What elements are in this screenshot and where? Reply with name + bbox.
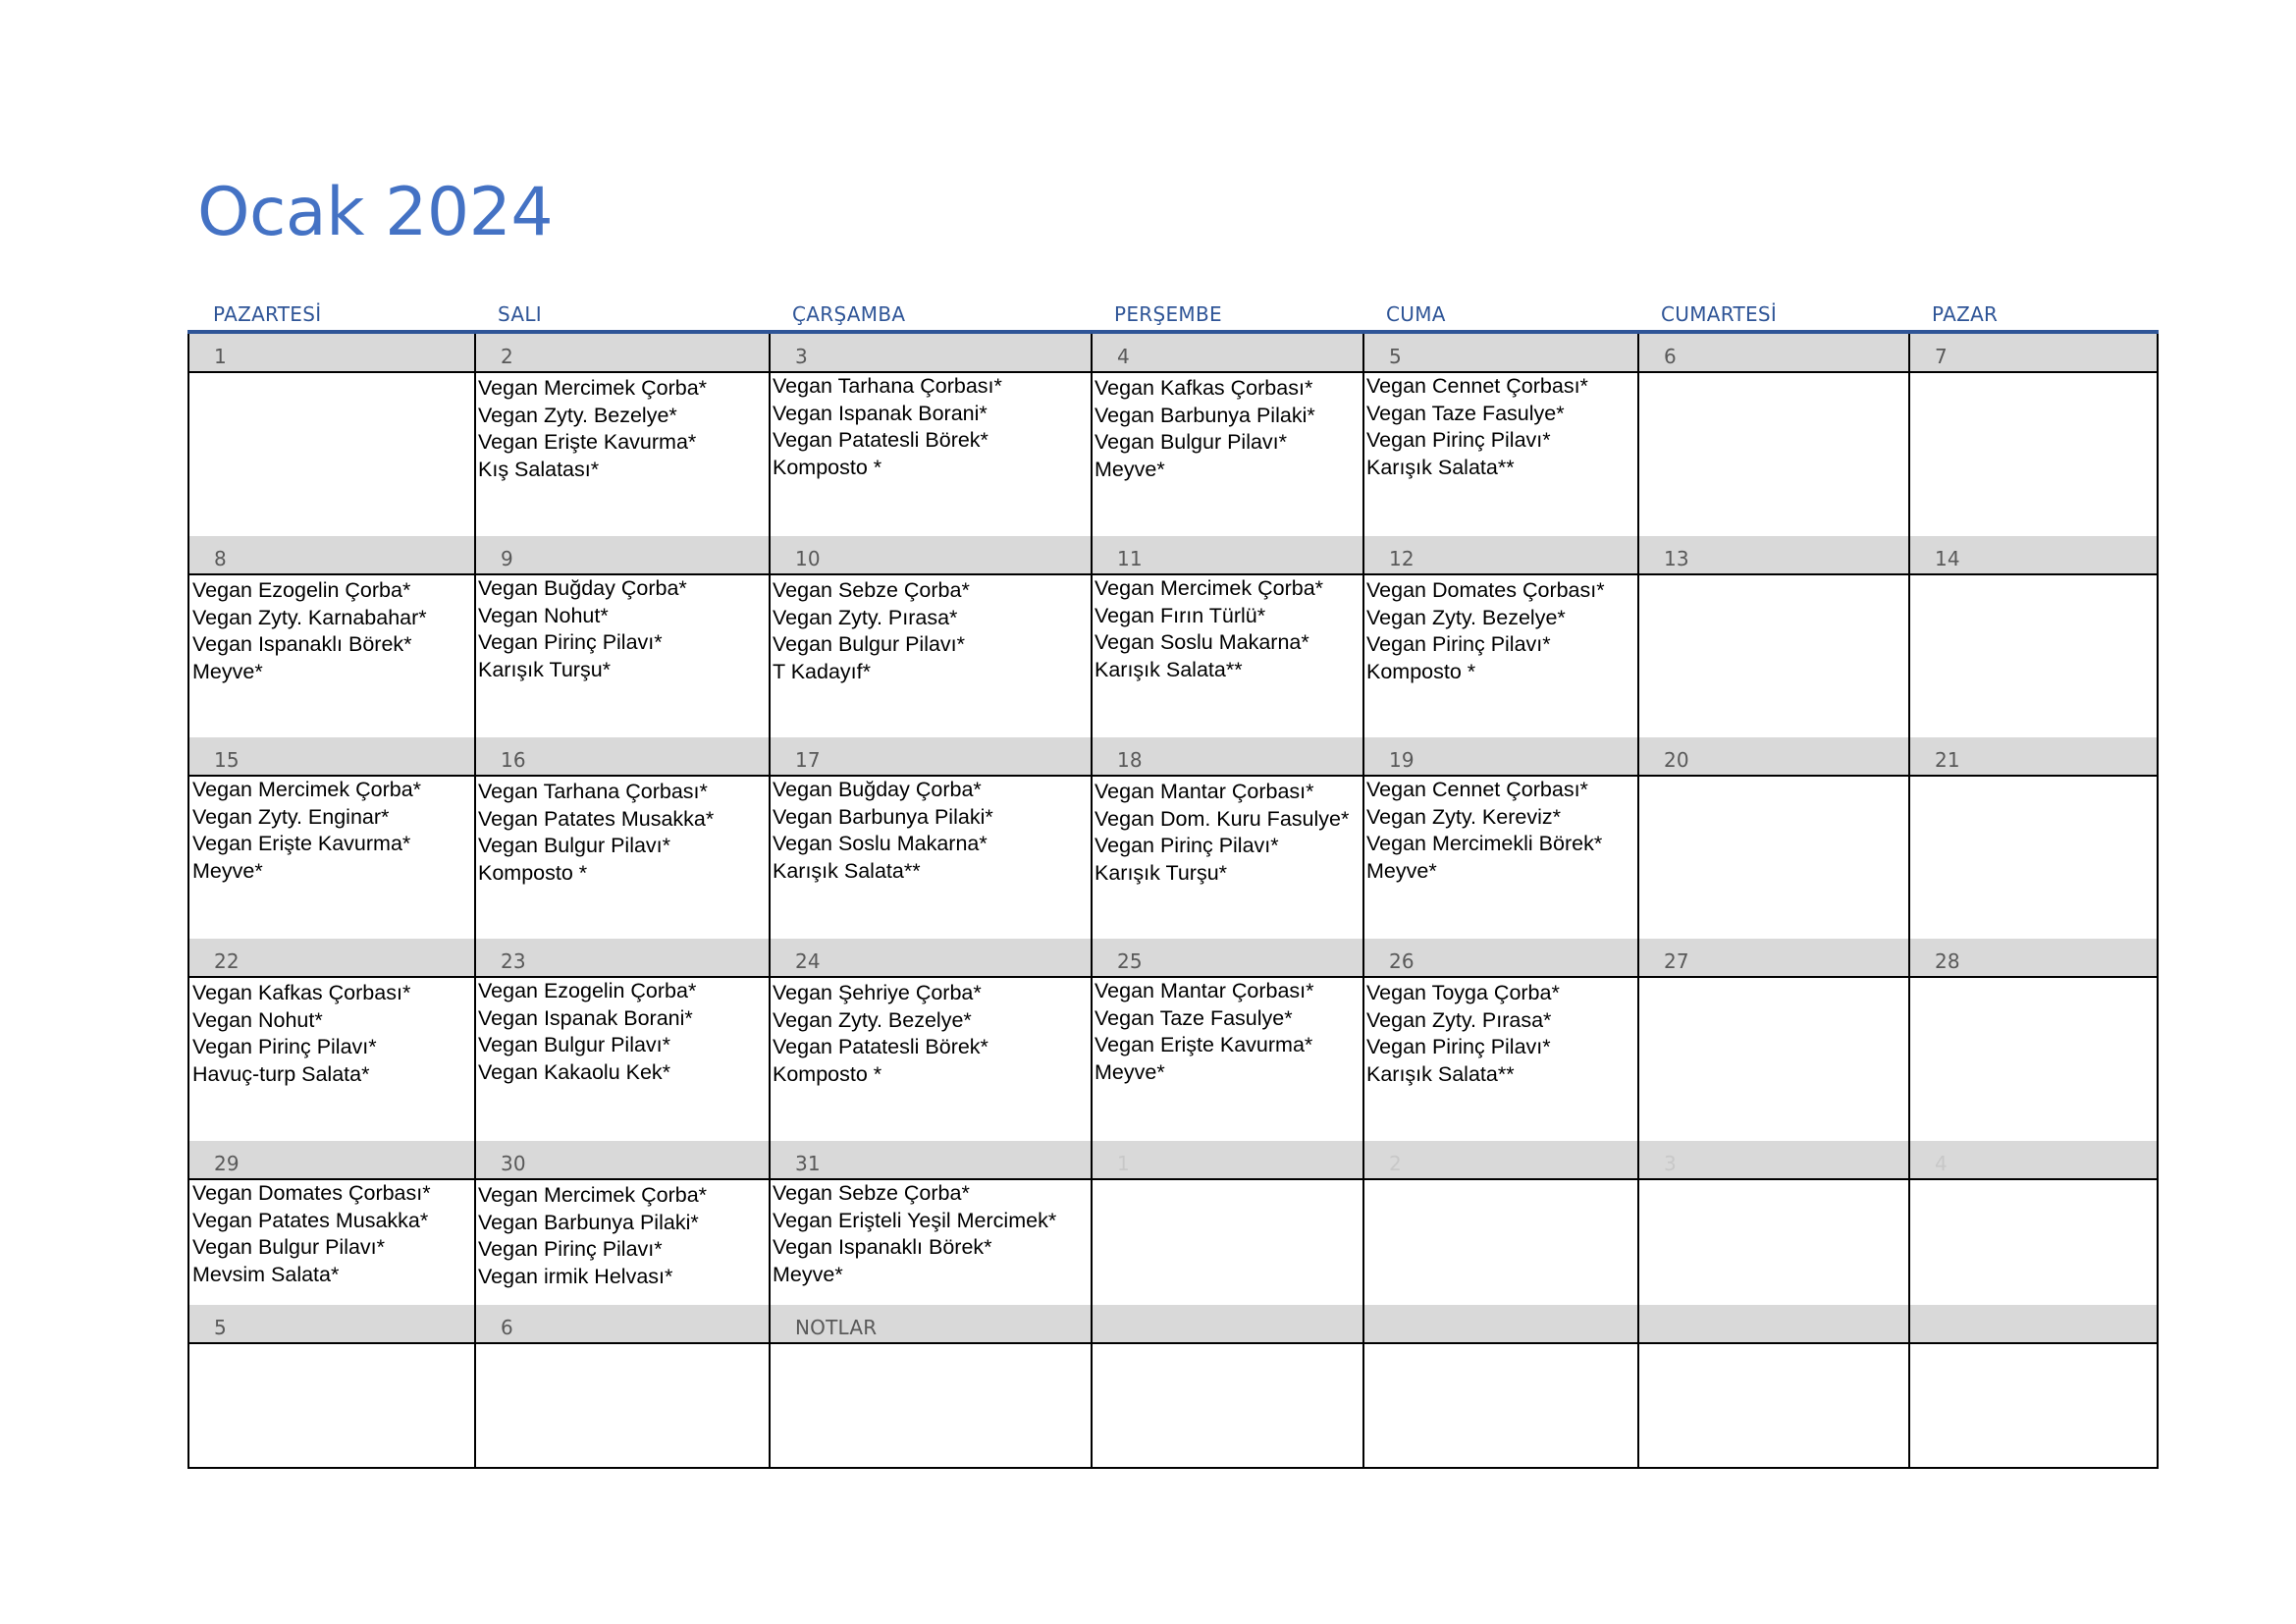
menu-item: Havuç-turp Salata* [192, 1061, 370, 1086]
menu-item: Meyve* [1095, 457, 1165, 481]
menu-item: Vegan Sebze Çorba* [773, 578, 970, 602]
menu-item: Vegan Pirinç Pilavı* [1095, 834, 1279, 857]
calendar-day-cell [1091, 334, 1362, 536]
menu-item: Vegan Kafkas Çorbası* [1095, 376, 1313, 400]
menu-item: Vegan Soslu Makarna* [1095, 630, 1309, 654]
calendar-day-cell [1362, 737, 1637, 939]
menu-item: Vegan Zyty. Kereviz* [1366, 804, 1561, 829]
menu-item: Komposto * [478, 860, 588, 885]
menu-item: Vegan Cennet Çorbası* [1366, 374, 1588, 398]
menu-item: Vegan Ezogelin Çorba* [478, 979, 697, 1002]
menu-item: Vegan Kakaolu Kek* [478, 1059, 671, 1084]
menu-list [1366, 980, 1637, 1088]
weekday-monday: PAZARTESİ [213, 302, 322, 326]
day-number: 26 [1364, 939, 1637, 978]
calendar-day-cell [189, 939, 474, 1141]
menu-item: Vegan Ispanak Borani* [773, 401, 988, 425]
menu-item: Vegan Ispanak Borani* [478, 1005, 693, 1030]
calendar-day-cell [769, 939, 1091, 1141]
menu-item: Vegan Patatesli Börek* [773, 1035, 988, 1058]
calendar-day-cell [1091, 1305, 1362, 1469]
menu-list [773, 1180, 1091, 1288]
day-number: 5 [1364, 334, 1637, 373]
menu-list [192, 577, 474, 685]
menu-item: Vegan Zyty. Bezelye* [773, 1007, 972, 1032]
day-number: 17 [771, 737, 1091, 777]
day-number: 9 [476, 536, 769, 575]
day-number: 30 [476, 1141, 769, 1180]
menu-item: Vegan Pirinç Pilavı* [1366, 428, 1551, 452]
menu-item: Vegan Taze Fasulye* [1095, 1005, 1293, 1030]
calendar-day-cell [1362, 536, 1637, 737]
calendar-day-cell [1637, 1141, 1908, 1305]
calendar-day-cell [1908, 939, 2157, 1141]
menu-item: Vegan Nohut* [192, 1007, 323, 1032]
day-number: 27 [1639, 939, 1908, 978]
calendar-day-cell [1637, 536, 1908, 737]
calendar-day-cell [474, 939, 769, 1141]
calendar-day-cell [769, 536, 1091, 737]
calendar-day-cell [189, 334, 474, 536]
menu-list [773, 373, 1091, 481]
day-number: 2 [1364, 1141, 1637, 1180]
menu-item: Vegan Mercimekli Börek* [1366, 832, 1603, 855]
day-number: 20 [1639, 737, 1908, 777]
menu-item: Vegan Mercimek Çorba* [478, 376, 708, 400]
day-number: 5 [189, 1305, 474, 1344]
day-number: 14 [1910, 536, 2157, 575]
menu-item: Vegan Pirinç Pilavı* [1366, 1035, 1551, 1058]
menu-list [1366, 373, 1637, 481]
menu-item: Vegan Ispanaklı Börek* [773, 1235, 992, 1259]
menu-item: Vegan Erişte Kavurma* [1095, 1033, 1313, 1056]
menu-list [1095, 779, 1362, 887]
menu-item: Vegan Barbunya Pilaki* [773, 804, 993, 829]
day-number: 8 [189, 536, 474, 575]
calendar-day-cell [189, 737, 474, 939]
day-number: 16 [476, 737, 769, 777]
menu-item: Vegan Soslu Makarna* [773, 832, 988, 855]
menu-item: Komposto * [773, 455, 882, 479]
notes-label: NOTLAR [771, 1305, 1091, 1344]
menu-item: Vegan Tarhana Çorbası* [773, 374, 1002, 398]
day-number: 3 [771, 334, 1091, 373]
calendar-day-cell [189, 1305, 474, 1469]
menu-item: Vegan Bulgur Pilavı* [192, 1235, 386, 1259]
calendar-day-cell [1908, 536, 2157, 737]
menu-item: Vegan Domates Çorbası* [1366, 578, 1605, 602]
calendar-grid [187, 334, 2159, 1469]
menu-item: Vegan Buğday Çorba* [478, 576, 687, 600]
day-number: 29 [189, 1141, 474, 1180]
day-number: 18 [1093, 737, 1362, 777]
calendar-day-cell [1091, 1141, 1362, 1305]
calendar-day-cell [769, 1305, 1091, 1469]
menu-list [1095, 375, 1362, 483]
day-number: 4 [1093, 334, 1362, 373]
menu-item: Karışık Salata** [773, 858, 921, 883]
menu-list [773, 980, 1091, 1088]
menu-item: Karışık Turşu* [478, 657, 612, 681]
menu-item: Vegan Patates Musakka* [192, 1208, 429, 1232]
calendar-day-cell [1637, 1305, 1908, 1469]
calendar-day-cell [1091, 737, 1362, 939]
calendar-day-cell [474, 1141, 769, 1305]
calendar-day-cell [1637, 939, 1908, 1141]
menu-list [478, 1182, 769, 1290]
menu-item: Meyve* [1366, 858, 1437, 883]
day-number: 3 [1639, 1141, 1908, 1180]
menu-item: Vegan Toyga Çorba* [1366, 981, 1560, 1004]
menu-item: Vegan Mercimek Çorba* [478, 1183, 708, 1207]
calendar-day-cell [1091, 536, 1362, 737]
menu-list [1366, 777, 1637, 885]
menu-item: Vegan Pirinç Pilavı* [478, 630, 663, 654]
menu-item: Vegan Erişteli Yeşil Mercimek* [773, 1208, 1057, 1232]
menu-item: Meyve* [192, 659, 263, 683]
menu-list [478, 978, 769, 1086]
menu-item: Meyve* [192, 858, 263, 883]
page-title: Ocak 2024 [197, 174, 554, 251]
menu-item: Vegan Pirinç Pilavı* [478, 1237, 663, 1261]
menu-item: Vegan Cennet Çorbası* [1366, 778, 1588, 801]
menu-item: Kış Salatası* [478, 457, 600, 481]
calendar-day-cell [769, 1141, 1091, 1305]
calendar-day-cell [769, 737, 1091, 939]
day-number: 6 [476, 1305, 769, 1344]
menu-item: Vegan Buğday Çorba* [773, 778, 982, 801]
day-number [1639, 1305, 1908, 1344]
menu-item: Vegan Taze Fasulye* [1366, 401, 1565, 425]
day-number: 4 [1910, 1141, 2157, 1180]
menu-item: Vegan irmik Helvası* [478, 1264, 673, 1288]
calendar-day-cell [474, 334, 769, 536]
menu-item: Vegan Erişte Kavurma* [192, 832, 411, 855]
weekday-tuesday: SALI [498, 302, 542, 326]
menu-item: Vegan Pirinç Pilavı* [1366, 632, 1551, 656]
menu-item: Vegan Barbunya Pilaki* [478, 1210, 699, 1234]
calendar-day-cell [1362, 1141, 1637, 1305]
menu-item: Komposto * [773, 1061, 882, 1086]
calendar-day-cell [474, 737, 769, 939]
menu-list [192, 980, 474, 1088]
calendar-day-cell [1637, 334, 1908, 536]
weekday-thursday: PERŞEMBE [1114, 302, 1222, 326]
day-number: 1 [1093, 1141, 1362, 1180]
menu-item: Vegan Pirinç Pilavı* [192, 1035, 377, 1058]
day-number [1364, 1305, 1637, 1344]
menu-list [478, 779, 769, 887]
menu-list [773, 777, 1091, 885]
menu-list [478, 375, 769, 483]
calendar-day-cell [769, 334, 1091, 536]
calendar-day-cell [189, 536, 474, 737]
menu-item: Vegan Domates Çorbası* [192, 1181, 431, 1205]
menu-item: Komposto * [1366, 659, 1476, 683]
menu-item: Vegan Kafkas Çorbası* [192, 981, 411, 1004]
day-number: 12 [1364, 536, 1637, 575]
day-number: 21 [1910, 737, 2157, 777]
menu-item: Vegan Zyty. Enginar* [192, 804, 390, 829]
calendar-day-cell [1908, 1141, 2157, 1305]
menu-item: Vegan Dom. Kuru Fasulye* [1095, 806, 1350, 831]
day-number: 13 [1639, 536, 1908, 575]
weekday-saturday: CUMARTESİ [1661, 302, 1778, 326]
menu-item: Vegan Patatesli Börek* [773, 428, 988, 452]
menu-item: Meyve* [1095, 1059, 1165, 1084]
day-number: 24 [771, 939, 1091, 978]
menu-list [1366, 577, 1637, 685]
menu-item: Vegan Şehriye Çorba* [773, 981, 982, 1004]
calendar-day-cell [1908, 737, 2157, 939]
calendar-day-cell [1091, 939, 1362, 1141]
menu-item: Karışık Salata** [1366, 1061, 1515, 1086]
menu-item: Mevsim Salata* [192, 1262, 340, 1286]
menu-list [1095, 978, 1362, 1086]
calendar-day-cell [1637, 737, 1908, 939]
day-number: 7 [1910, 334, 2157, 373]
menu-item: Vegan Patates Musakka* [478, 806, 715, 831]
menu-list [478, 575, 769, 683]
menu-item: Karışık Salata** [1095, 657, 1243, 681]
calendar-day-cell [1362, 939, 1637, 1141]
menu-item: Vegan Bulgur Pilavı* [478, 834, 671, 857]
menu-item: Karışık Turşu* [1095, 860, 1228, 885]
calendar-day-cell [1908, 334, 2157, 536]
menu-item: Karışık Salata** [1366, 455, 1515, 479]
menu-item: Vegan Barbunya Pilaki* [1095, 403, 1315, 427]
menu-item: Vegan Bulgur Pilavı* [773, 632, 966, 656]
calendar-day-cell [189, 1141, 474, 1305]
day-number [1093, 1305, 1362, 1344]
calendar-day-cell [1362, 334, 1637, 536]
weekday-friday: CUMA [1386, 302, 1446, 326]
calendar-day-cell [1362, 1305, 1637, 1469]
day-number: 23 [476, 939, 769, 978]
menu-item: Vegan Zyty. Karnabahar* [192, 605, 427, 629]
day-number: 19 [1364, 737, 1637, 777]
weekday-wednesday: ÇARŞAMBA [792, 302, 906, 326]
menu-item: Vegan Bulgur Pilavı* [1095, 430, 1288, 454]
day-number: 10 [771, 536, 1091, 575]
day-number: 28 [1910, 939, 2157, 978]
day-number: 15 [189, 737, 474, 777]
menu-item: Meyve* [773, 1262, 843, 1286]
menu-item: Vegan Mercimek Çorba* [1095, 576, 1324, 600]
menu-item: Vegan Bulgur Pilavı* [478, 1033, 671, 1056]
day-number: 22 [189, 939, 474, 978]
menu-list [192, 777, 474, 885]
weekday-sunday: PAZAR [1932, 302, 1999, 326]
menu-item: Vegan Zyty. Pırasa* [773, 605, 958, 629]
menu-list [192, 1180, 474, 1288]
day-number [1910, 1305, 2157, 1344]
menu-item: Vegan Sebze Çorba* [773, 1181, 970, 1205]
menu-item: Vegan Zyty. Bezelye* [478, 403, 677, 427]
day-number: 25 [1093, 939, 1362, 978]
menu-item: Vegan Mantar Çorbası* [1095, 780, 1314, 803]
day-number: 11 [1093, 536, 1362, 575]
menu-list [1095, 575, 1362, 683]
menu-item: Vegan Ezogelin Çorba* [192, 578, 411, 602]
calendar-day-cell [474, 1305, 769, 1469]
menu-item: Vegan Mantar Çorbası* [1095, 979, 1314, 1002]
day-number: 31 [771, 1141, 1091, 1180]
day-number: 2 [476, 334, 769, 373]
menu-item: T Kadayıf* [773, 659, 871, 683]
menu-list [773, 577, 1091, 685]
menu-item: Vegan Fırın Türlü* [1095, 603, 1266, 627]
menu-item: Vegan Erişte Kavurma* [478, 430, 697, 454]
menu-item: Vegan Ispanaklı Börek* [192, 632, 412, 656]
menu-item: Vegan Mercimek Çorba* [192, 778, 422, 801]
calendar-day-cell [1908, 1305, 2157, 1469]
day-number: 1 [189, 334, 474, 373]
menu-item: Vegan Zyty. Bezelye* [1366, 605, 1566, 629]
menu-item: Vegan Tarhana Çorbası* [478, 780, 708, 803]
calendar-day-cell [474, 536, 769, 737]
day-number: 6 [1639, 334, 1908, 373]
menu-item: Vegan Zyty. Pırasa* [1366, 1007, 1552, 1032]
menu-item: Vegan Nohut* [478, 603, 609, 627]
